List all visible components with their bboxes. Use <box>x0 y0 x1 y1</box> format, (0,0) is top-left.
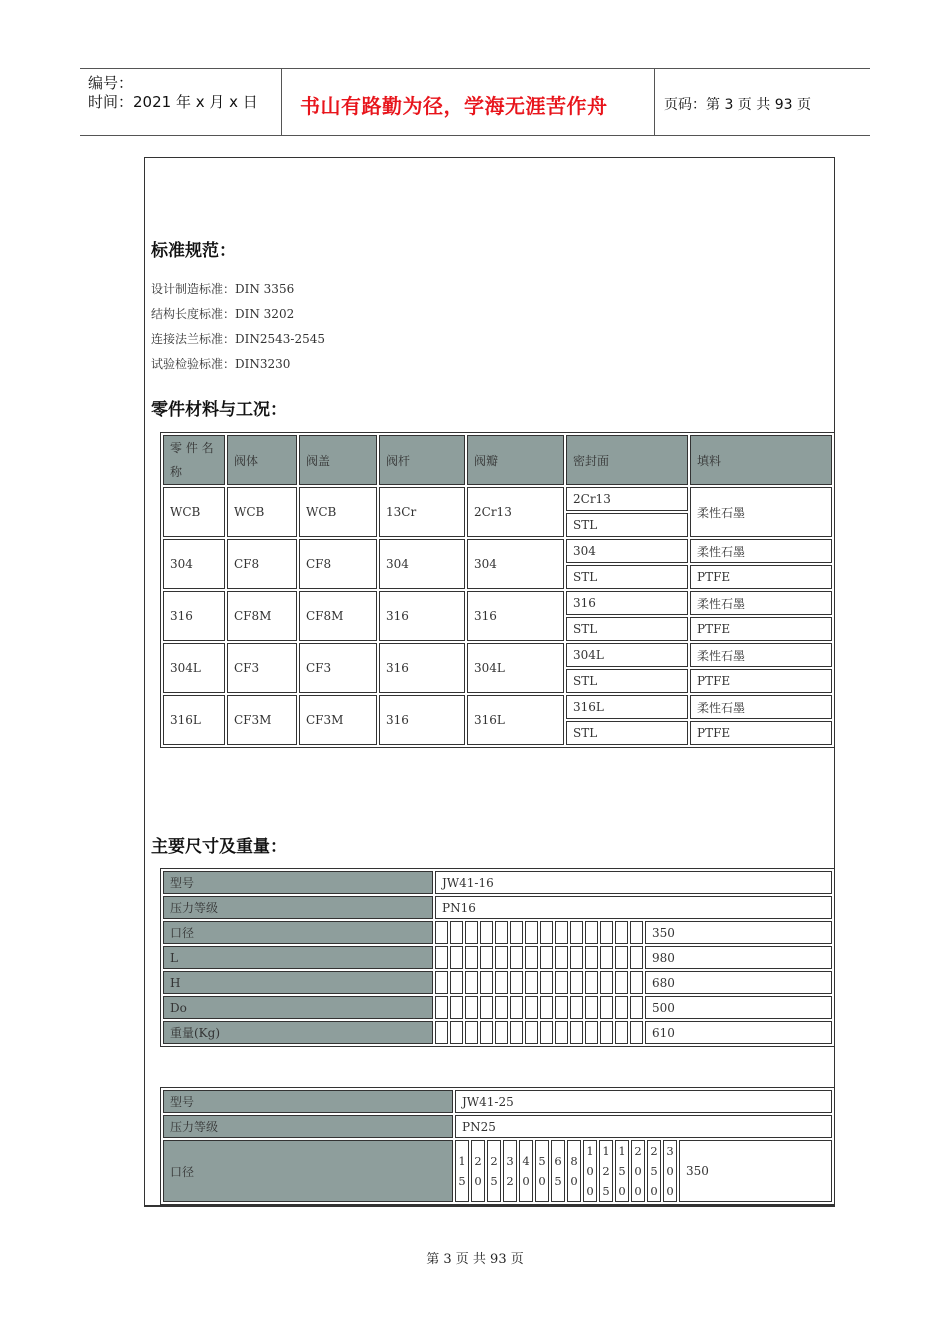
standards-title: 标准规范： <box>151 241 236 261</box>
materials-table <box>160 432 835 748</box>
table-row <box>163 487 832 511</box>
header-motto: 书山有路勤为径，学海无涯苦作舟 <box>300 94 608 118</box>
cell-seal: 304 <box>566 539 688 563</box>
cell-bonnet: CF8 <box>299 539 377 589</box>
cell-disc: 304L <box>467 643 564 693</box>
cell-seal: STL <box>566 617 688 641</box>
table-row <box>163 971 832 994</box>
pressure-value: PN25 <box>455 1115 832 1138</box>
table-row <box>163 1115 832 1138</box>
cell-bonnet: WCB <box>299 487 377 537</box>
size-cell: 50 <box>535 1140 549 1202</box>
dim-value: 980 <box>645 946 832 969</box>
header-seal: 密封面 <box>566 435 688 485</box>
dimensions-table-pn25 <box>160 1087 835 1205</box>
pressure-label: 压力等级 <box>163 1115 453 1138</box>
cell-packing: PTFE <box>690 721 832 745</box>
cell-packing: PTFE <box>690 565 832 589</box>
size-cell: 65 <box>551 1140 565 1202</box>
dim-label: L <box>163 946 433 969</box>
cell-body: CF3 <box>227 643 297 693</box>
cell-stem: 316 <box>379 591 465 641</box>
materials-header-row <box>163 435 832 485</box>
table-row <box>163 643 832 667</box>
table-row <box>163 539 832 563</box>
size-label: 口径 <box>163 1140 453 1202</box>
header-divider <box>654 69 655 136</box>
cell-packing: 柔性石墨 <box>690 695 832 719</box>
dim-value: 500 <box>645 996 832 1019</box>
table-row <box>163 921 832 944</box>
size-cell: 32 <box>503 1140 517 1202</box>
cell-body: CF8M <box>227 591 297 641</box>
cell-seal: 316L <box>566 695 688 719</box>
table-row <box>163 896 832 919</box>
header-divider <box>281 69 282 136</box>
dimensions-table-pn16 <box>160 868 835 1047</box>
size-cell: 125 <box>599 1140 613 1202</box>
cell-seal: STL <box>566 513 688 537</box>
header-stem: 阀杆 <box>379 435 465 485</box>
pressure-label: 压力等级 <box>163 896 433 919</box>
cell-bonnet: CF3M <box>299 695 377 745</box>
size-cell: 20 <box>471 1140 485 1202</box>
size-cell: 300 <box>663 1140 677 1202</box>
dim-value: 350 <box>645 921 832 944</box>
header-top-rule <box>80 68 870 69</box>
cell-stem: 304 <box>379 539 465 589</box>
cell-packing: PTFE <box>690 669 832 693</box>
cell-body: WCB <box>227 487 297 537</box>
size-cell: 100 <box>583 1140 597 1202</box>
cell-bonnet: CF8M <box>299 591 377 641</box>
model-label: 型号 <box>163 871 433 894</box>
cell-body: CF3M <box>227 695 297 745</box>
cell-packing: 柔性石墨 <box>690 539 832 563</box>
model-label: 型号 <box>163 1090 453 1113</box>
cell-seal: STL <box>566 721 688 745</box>
size-cell: 40 <box>519 1140 533 1202</box>
header-body: 阀体 <box>227 435 297 485</box>
page-footer: 第 3 页 共 93 页 <box>426 1252 524 1267</box>
size-cell: 200 <box>631 1140 645 1202</box>
table-row <box>163 695 832 719</box>
header-bonnet: 阀盖 <box>299 435 377 485</box>
cell-packing: 柔性石墨 <box>690 643 832 667</box>
table-row <box>163 1090 832 1113</box>
pressure-value: PN16 <box>435 896 832 919</box>
standard-item: 设计制造标准：DIN 3356 <box>151 282 295 296</box>
table-row <box>163 996 832 1019</box>
cell-seal: 316 <box>566 591 688 615</box>
cell-seal: STL <box>566 565 688 589</box>
standard-item: 结构长度标准：DIN 3202 <box>151 307 295 321</box>
size-cell: 15 <box>455 1140 469 1202</box>
cell-body: CF8 <box>227 539 297 589</box>
standard-item: 试验检验标准：DIN3230 <box>151 357 291 371</box>
cell-stem: 13Cr <box>379 487 465 537</box>
cell-packing: 柔性石墨 <box>690 591 832 615</box>
cell-packing: 柔性石墨 <box>690 487 832 537</box>
cell-disc: 304 <box>467 539 564 589</box>
dim-label: Do <box>163 996 433 1019</box>
cell-seal: 2Cr13 <box>566 487 688 511</box>
materials-title: 零件材料与工况： <box>151 400 287 420</box>
cell-seal: STL <box>566 669 688 693</box>
table-row <box>163 946 832 969</box>
model-value: JW41-16 <box>435 871 832 894</box>
dim-label: H <box>163 971 433 994</box>
cell-bonnet: CF3 <box>299 643 377 693</box>
cell-name: 304 <box>163 539 225 589</box>
cell-name: WCB <box>163 487 225 537</box>
header-part-name: 零 件 名 称 <box>163 435 225 485</box>
size-cell: 25 <box>487 1140 501 1202</box>
header-page-info: 页码：第 3 页 共 93 页 <box>664 97 811 113</box>
dimensions-title: 主要尺寸及重量： <box>151 837 287 857</box>
size-cell: 80 <box>567 1140 581 1202</box>
dim-label: 重量(Kg) <box>163 1021 433 1044</box>
size-cell: 150 <box>615 1140 629 1202</box>
table-row <box>163 1021 832 1044</box>
cell-name: 316 <box>163 591 225 641</box>
header-bottom-rule <box>80 135 870 136</box>
standard-item: 连接法兰标准：DIN2543-2545 <box>151 332 325 346</box>
dim-value: 680 <box>645 971 832 994</box>
table-row <box>163 591 832 615</box>
doc-time-label: 时间：2021 年 x 月 x 日 <box>88 93 258 111</box>
cell-disc: 316L <box>467 695 564 745</box>
table-row <box>163 871 832 894</box>
cell-name: 304L <box>163 643 225 693</box>
header-packing: 填料 <box>690 435 832 485</box>
cell-stem: 316 <box>379 643 465 693</box>
table-row <box>163 1140 832 1202</box>
cell-disc: 316 <box>467 591 564 641</box>
dim-label: 口径 <box>163 921 433 944</box>
cell-stem: 316 <box>379 695 465 745</box>
doc-number-label: 编号： <box>88 74 134 92</box>
cell-name: 316L <box>163 695 225 745</box>
cell-packing: PTFE <box>690 617 832 641</box>
size-value: 350 <box>679 1140 832 1202</box>
size-cell: 250 <box>647 1140 661 1202</box>
cell-seal: 304L <box>566 643 688 667</box>
dim-value: 610 <box>645 1021 832 1044</box>
model-value: JW41-25 <box>455 1090 832 1113</box>
header-disc: 阀瓣 <box>467 435 564 485</box>
cell-disc: 2Cr13 <box>467 487 564 537</box>
